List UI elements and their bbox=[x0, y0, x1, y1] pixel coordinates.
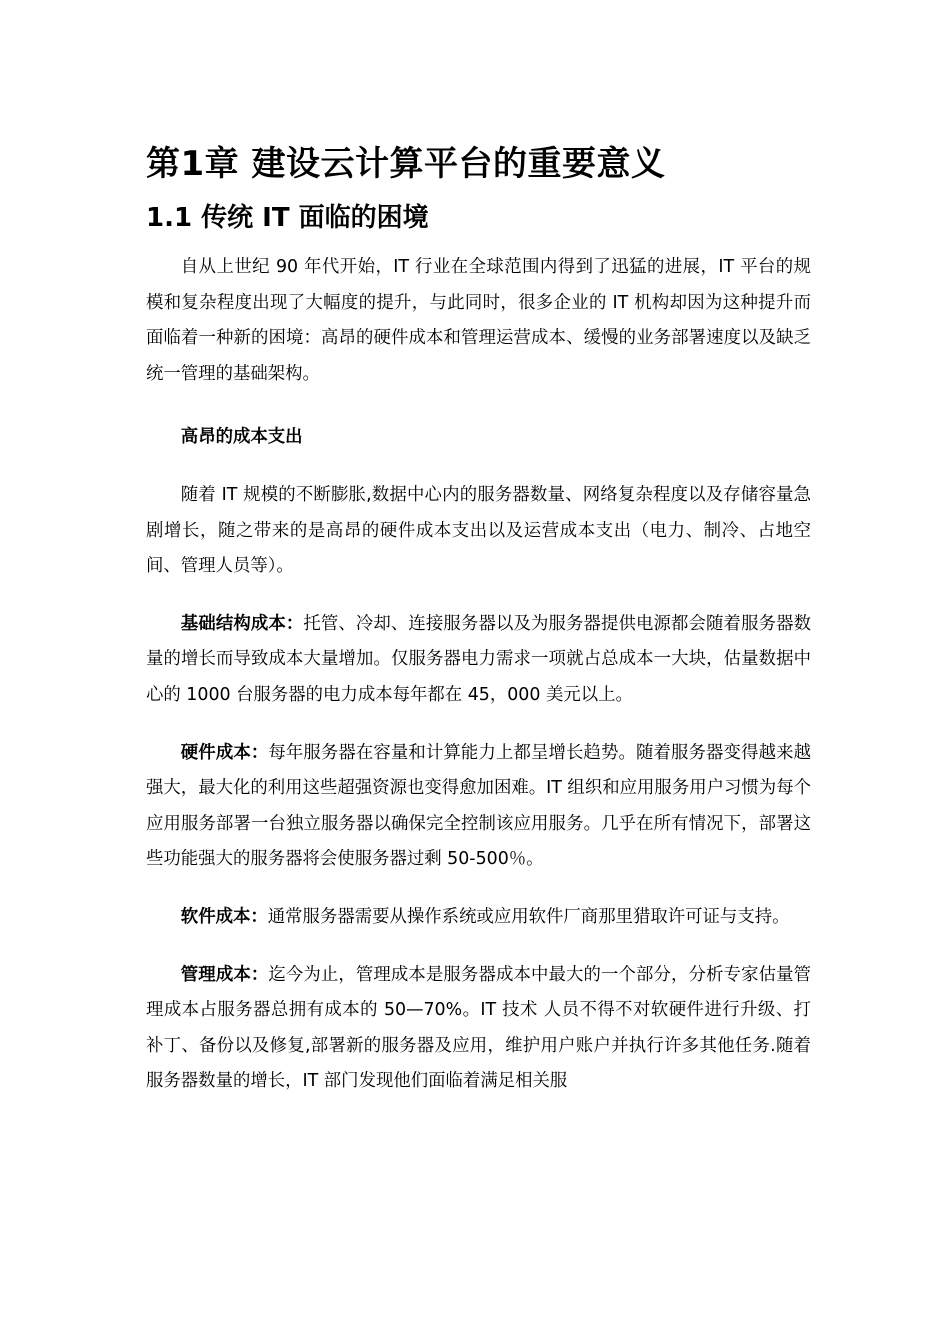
item-management-cost bbox=[146, 958, 811, 1100]
item-term: 软件成本： bbox=[180, 906, 268, 927]
item-text: 托管、冷却、连接服务器以及为服务器提供电源都会随着服务器数量的增长而导致成本大量增加。仅服务器电力需求一项就占总成本一大块，估量数据中心的 1000 台服务器的电力成本每年都在 45，000 美元以上。 bbox=[146, 613, 811, 705]
section-title: 1.1 传统 IT 面临的困境 bbox=[146, 203, 429, 233]
item-software-cost bbox=[146, 900, 811, 936]
item-term: 管理成本： bbox=[180, 964, 269, 985]
intro-paragraph: 自从上世纪 90 年代开始，IT 行业在全球范围内得到了迅猛的进展，IT 平台的规模和复杂程度出现了大幅度的提升，与此同时，很多企业的 IT 机构却因为这种提升而面临着一种新的困境：高昂的硬件成本和管理运营成本、缓慢的业务部署速度以及缺乏统一管理的基础架构。 bbox=[146, 257, 811, 384]
chapter-title: 第1章 建设云计算平台的重要意义 bbox=[146, 144, 666, 184]
item-text: 通常服务器需要从操作系统或应用软件厂商那里猎取许可证与支持。 bbox=[267, 906, 790, 927]
item-text: 每年服务器在容量和计算能力上都呈增长趋势。随着服务器变得越来越强大，最大化的利用这些超强资源也变得愈加困难。IT 组织和应用服务用户习惯为每个应用服务部署一台独立服务器以确保完全控制该应用服务。几乎在所有情况下，部署这些功能强大的服务器将会使服务器过剩 50-500％。 bbox=[146, 742, 811, 870]
item-term: 硬件成本： bbox=[180, 742, 269, 763]
subheading-high-cost: 高昂的成本支出 bbox=[180, 427, 303, 448]
document-page bbox=[146, 138, 811, 1100]
cost-intro-paragraph: 随着 IT 规模的不断膨胀,数据中心内的服务器数量、网络复杂程度以及存储容量急剧增长，随之带来的是高昂的硬件成本支出以及运营成本支出（电力、制冷、占地空间、管理人员等）。 bbox=[146, 484, 811, 577]
item-text: 迄今为止，管理成本是服务器成本中最大的一个部分，分析专家估量管理成本占服务器总拥有成本的 50—70%。IT 技术 人员不得不对软硬件进行升级、打补丁、备份以及修复,部署新的服务器及应用，维护用户账户并执行许多其他任务.随着服务器数量的增长，IT 部门发现他们面临着满足相关服 bbox=[146, 964, 811, 1092]
item-infrastructure-cost bbox=[146, 607, 811, 714]
item-hardware-cost bbox=[146, 736, 811, 878]
item-term: 基础结构成本： bbox=[180, 613, 304, 634]
